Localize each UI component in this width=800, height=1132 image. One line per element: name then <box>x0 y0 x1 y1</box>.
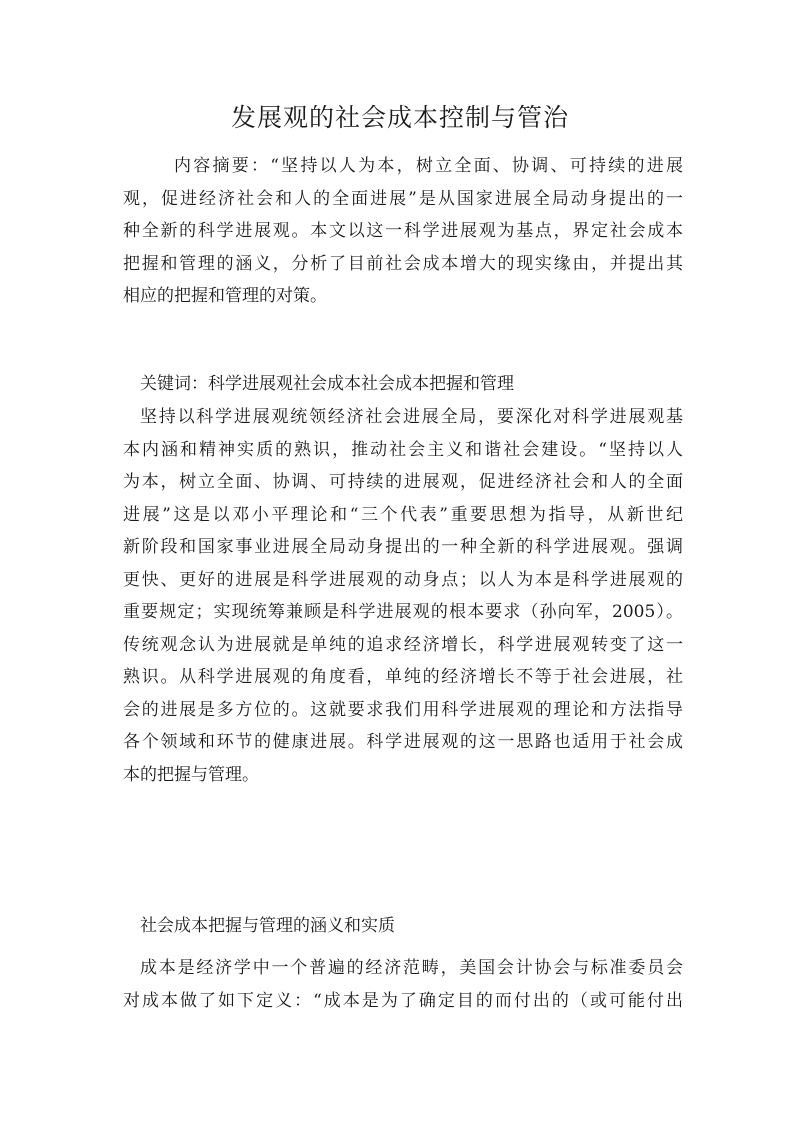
body-paragraph-2 <box>123 952 683 1017</box>
paragraph-line: 重要规定；实现统筹兼顾是科学进展观的根本要求（孙向军，2005）。 <box>123 602 683 622</box>
paragraph-line: 本内涵和精神实质的熟识，推动社会主义和谐社会建设。“坚持以人 <box>123 439 683 460</box>
abstract-line: 观，促进经济社会和人的全面进展”是从国家进展全局动身提出的一 <box>123 188 683 209</box>
abstract-line: 内容摘要：“坚持以人为本，树立全面、协调、可持续的进展 <box>174 156 683 176</box>
body-paragraph-1 <box>123 401 683 791</box>
paragraph-line: 进展”这是以邓小平理论和“三个代表”重要思想为指导，从新世纪 <box>123 504 683 525</box>
paragraph-line: 会的进展是多方位的。这就要求我们用科学进展观的理论和方法指导 <box>123 699 683 720</box>
paragraph-line: 为本，树立全面、协调、可持续的进展观，促进经济社会和人的全面 <box>123 472 683 492</box>
abstract-line: 把握和管理的涵义，分析了目前社会成本增大的现实缘由，并提出其 <box>123 253 683 274</box>
section-heading-text: 社会成本把握与管理的涵义和实质 <box>140 916 395 936</box>
abstract-line: 相应的把握和管理的对策。 <box>123 286 327 306</box>
document-title: 发展观的社会成本控制与管治 <box>230 103 569 132</box>
paragraph-line: 更快、更好的进展是科学进展观的动身点；以人为本是科学进展观的 <box>123 569 683 590</box>
paragraph-line: 成本是经济学中一个普遍的经济范畴，美国会计协会与标准委员会 <box>140 958 683 978</box>
abstract-paragraph <box>123 150 683 313</box>
paragraph-line: 本的把握与管理。 <box>123 764 259 785</box>
paragraph-line: 传统观念认为进展就是单纯的追求经济增长，科学进展观转变了这一 <box>123 634 683 655</box>
paragraph-line: 坚持以科学进展观统领经济社会进展全局，要深化对科学进展观基 <box>140 407 683 427</box>
paragraph-line: 各个领域和环节的健康进展。科学进展观的这一思路也适用于社会成 <box>123 732 683 752</box>
paragraph-line: 熟识。从科学进展观的角度看，单纯的经济增长不等于社会进展，社 <box>123 667 683 687</box>
abstract-line: 种全新的科学进展观。本文以这一科学进展观为基点，界定社会成本 <box>123 221 683 241</box>
keywords-line <box>123 368 683 401</box>
keywords-text: 关键词：科学进展观社会成本社会成本把握和管理 <box>140 374 514 394</box>
paragraph-line: 新阶段和国家事业进展全局动身提出的一种全新的科学进展观。强调 <box>123 537 683 557</box>
paragraph-line: 对成本做了如下定义：“成本是为了确定目的而付出的（或可能付出 <box>123 990 683 1011</box>
section-heading <box>123 910 683 943</box>
